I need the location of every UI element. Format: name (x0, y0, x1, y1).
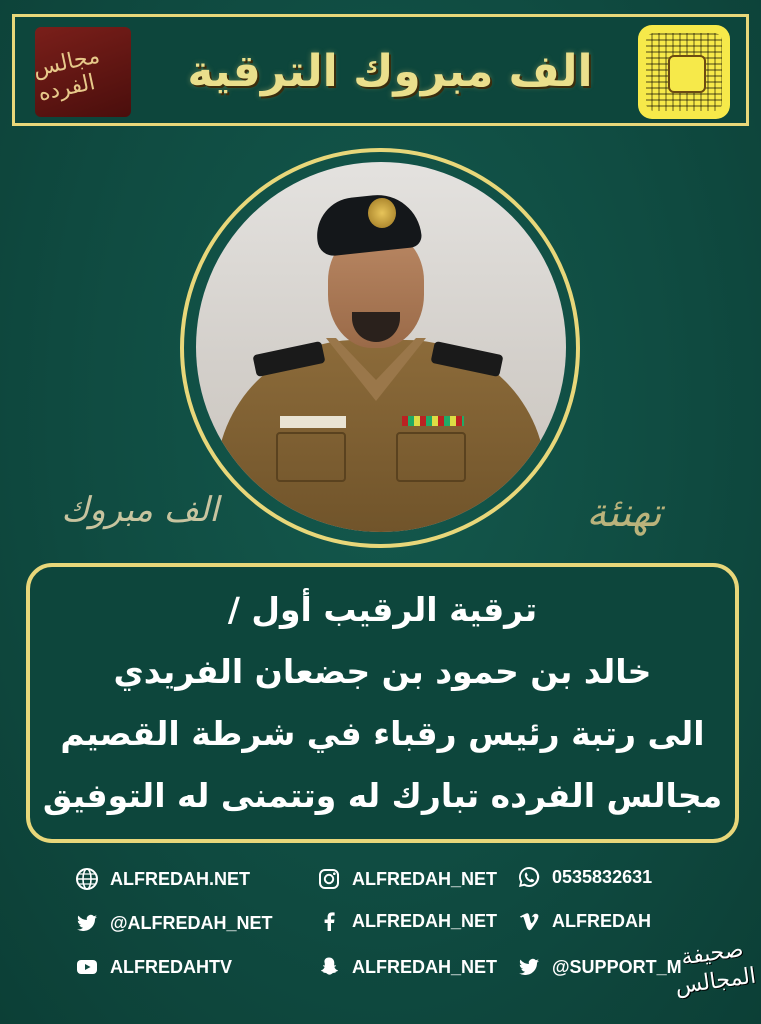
brand-logo-text: مجالس الفرده (30, 43, 103, 107)
portrait-photo (196, 162, 566, 532)
youtube-link[interactable] (74, 954, 232, 980)
calligraphy-greeting: تهنئة (586, 490, 662, 536)
whatsapp-icon (516, 864, 542, 890)
website-text: ALFREDAH.NET (110, 868, 250, 889)
whatsapp-link[interactable] (516, 864, 652, 890)
youtube-text: ALFREDAHTV (110, 956, 232, 977)
message-line-4: مجالس الفرده تبارك له وتتمنى له التوفيق (42, 776, 723, 815)
beret-shape (313, 191, 422, 258)
name-tag (280, 416, 346, 428)
instagram-link[interactable] (316, 866, 497, 892)
vimeo-icon (516, 908, 542, 934)
vimeo-text: ALFREDAH (552, 910, 651, 931)
snapchat-link[interactable] (316, 954, 497, 980)
globe-icon (74, 866, 100, 892)
header-banner (12, 14, 749, 126)
social-footer (60, 858, 720, 998)
calligraphy-congrats: الف مبروك (61, 490, 219, 530)
pocket-right (396, 432, 466, 482)
message-box (26, 563, 739, 843)
vimeo-link[interactable] (516, 908, 651, 934)
qr-pattern (646, 33, 722, 111)
website-link[interactable] (74, 866, 250, 892)
facebook-icon (316, 908, 342, 934)
instagram-text: ALFREDAH_NET (352, 868, 498, 889)
twitter-bird-icon (74, 910, 100, 936)
twitter-text: @ALFREDAH_NET (110, 912, 273, 933)
beret-badge-icon (368, 198, 396, 228)
twitter-bird-icon (516, 954, 542, 980)
medal-ribbons (402, 416, 464, 426)
twitter-support-link[interactable] (516, 954, 682, 980)
message-line-2: خالد بن حمود بن جضعان الفريدي (113, 652, 652, 691)
whatsapp-text: 0535832631 (552, 866, 653, 887)
twitter-link[interactable] (74, 910, 273, 936)
page-title: الف مبروك الترقية (187, 45, 593, 97)
message-line-3: الى رتبة رئيس رقباء في شرطة القصيم (60, 714, 705, 753)
brand-logo (30, 27, 131, 117)
facebook-link[interactable] (316, 908, 497, 934)
instagram-icon (316, 866, 342, 892)
youtube-icon (74, 954, 100, 980)
snapchat-ghost-icon (316, 954, 342, 980)
snapchat-text: ALFREDAH_NET (352, 956, 498, 977)
pocket-left (276, 432, 346, 482)
snapchat-qr-code (638, 25, 730, 119)
facebook-text: ALFREDAH_NET (352, 910, 498, 931)
watermark-logo: صحيفة المجالس (673, 937, 758, 1000)
message-line-1: ترقية الرقيب أول / (227, 590, 538, 629)
twitter-support-text: @SUPPORT_M (552, 956, 682, 977)
